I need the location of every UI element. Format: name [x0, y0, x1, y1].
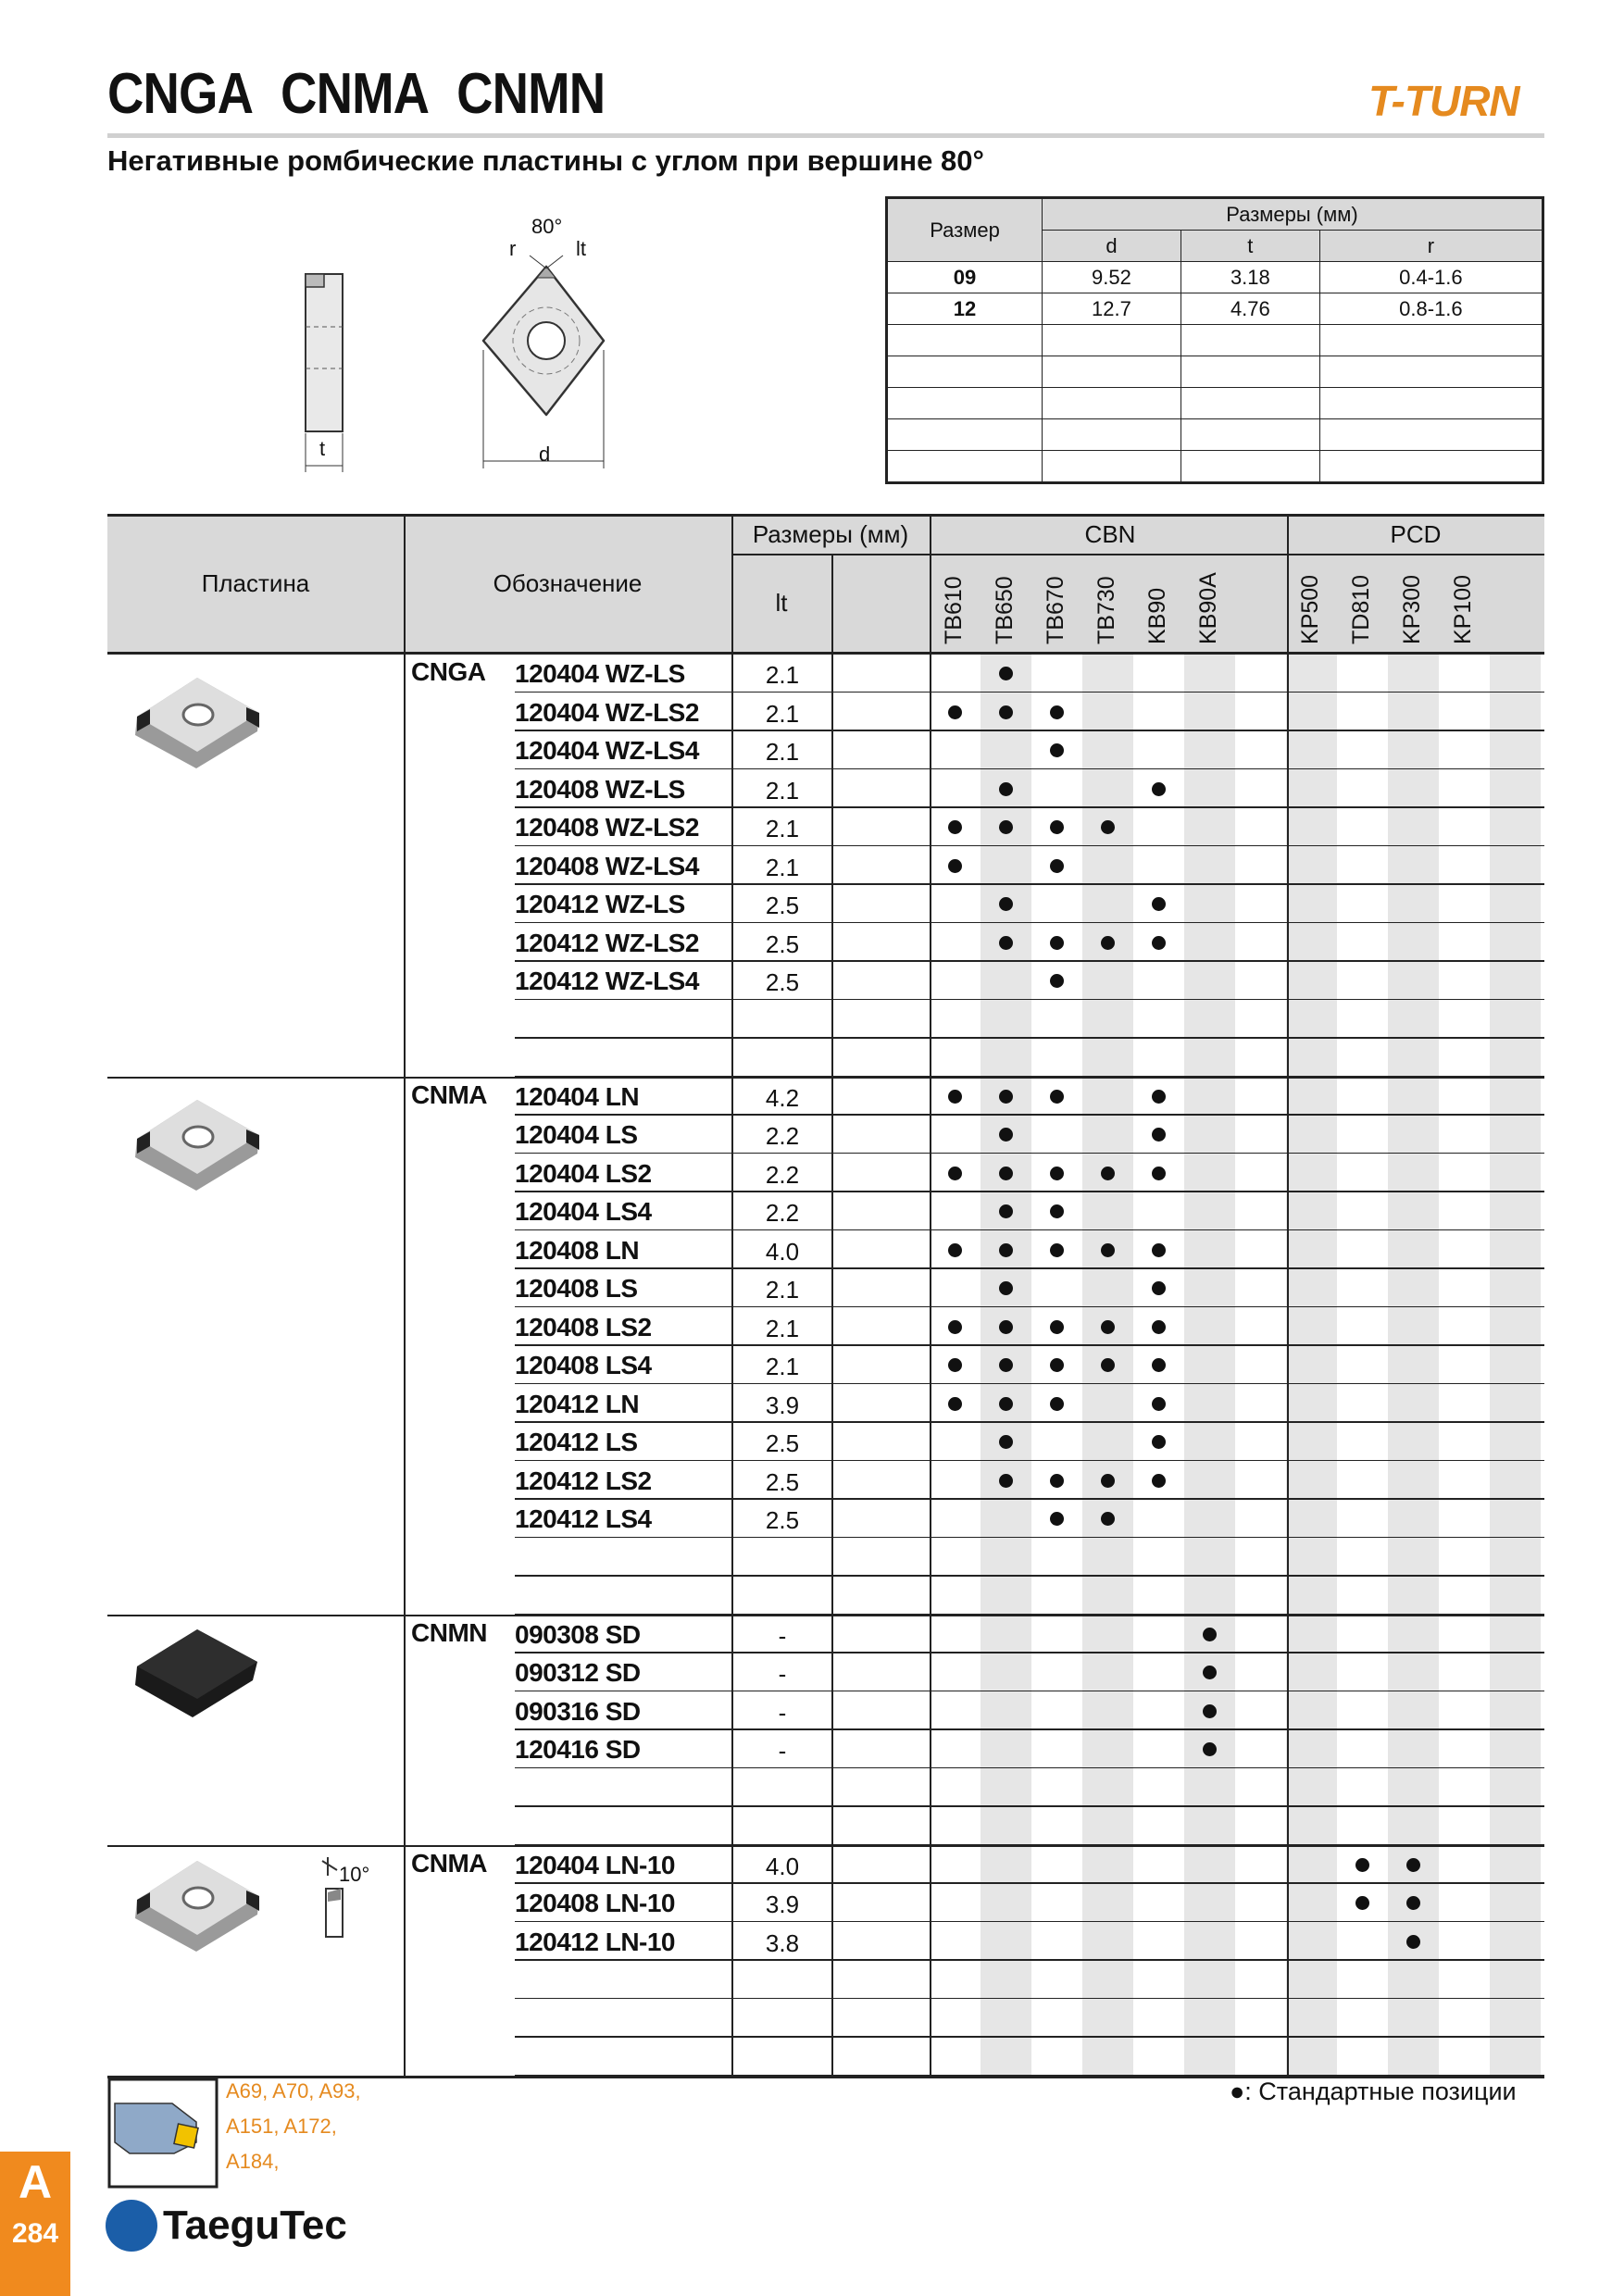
- ref-a151[interactable]: A151,: [226, 2115, 284, 2138]
- standard-dot: [999, 1397, 1013, 1411]
- size-value-cell: [1043, 356, 1181, 388]
- label-angle: 80°: [531, 215, 563, 238]
- refs-line-3: [226, 2144, 361, 2179]
- standard-dot: [999, 1281, 1013, 1295]
- standard-dot: [1152, 936, 1166, 950]
- designation-code: 120408 LN-10: [515, 1889, 676, 1917]
- lt-value: 2.5: [765, 1467, 800, 1496]
- designation-code: 120412 LS: [515, 1428, 638, 1456]
- standard-dot: [1152, 1397, 1166, 1411]
- standard-dot: [948, 1320, 962, 1334]
- size-code-cell: [887, 419, 1043, 451]
- grade-label-kb90: KB90: [1144, 587, 1170, 644]
- row-rule: [515, 960, 1544, 962]
- lt-value: -: [778, 1698, 787, 1727]
- standard-dot: [1050, 1358, 1064, 1372]
- designation-code: 120408 LN: [515, 1235, 640, 1265]
- standard-dot: [999, 782, 1013, 796]
- refs-line-2: [226, 2109, 361, 2144]
- standard-dot: [1152, 1435, 1166, 1449]
- standard-dot: [999, 1204, 1013, 1218]
- standard-dot: [948, 1243, 962, 1257]
- size-row: [887, 419, 1543, 451]
- legend-standard: ●: Стандартные позиции: [1230, 2078, 1517, 2105]
- row-rule: [515, 730, 1544, 731]
- lt-value: 3.9: [765, 1391, 800, 1419]
- label-lt: lt: [576, 237, 586, 260]
- group-pcd-header: PCD: [1390, 520, 1442, 548]
- row-rule: [515, 1421, 1544, 1423]
- row-rule: [515, 1998, 1544, 2000]
- row-rule: [515, 2075, 1544, 2077]
- size-value-cell: [1181, 325, 1319, 356]
- col-designation-header: Обозначение: [493, 569, 643, 597]
- row-rule: [515, 1652, 1544, 1653]
- holder-thumbnail: [107, 2078, 219, 2189]
- family-label: CNGA: [411, 657, 486, 686]
- size-code-cell: 12: [887, 293, 1043, 325]
- lt-value: 2.1: [765, 776, 800, 805]
- standard-dot: [1101, 1167, 1115, 1180]
- title-divider: [107, 133, 1544, 138]
- row-rule: [515, 1267, 1544, 1269]
- family-label: CNMA: [411, 1848, 487, 1878]
- page-section-letter: A: [18, 2156, 53, 2208]
- size-value-cell: 9.52: [1043, 262, 1181, 293]
- col-dims-header: Размеры (мм): [752, 520, 909, 548]
- standard-dot: [999, 1128, 1013, 1142]
- standard-dot: [1152, 782, 1166, 796]
- dims-header: Размеры (мм): [1043, 198, 1543, 231]
- col-lt-header: lt: [775, 589, 788, 617]
- angle-sketch: [309, 1848, 365, 1950]
- lt-value: 2.2: [765, 1122, 800, 1150]
- standard-dot: [1050, 1090, 1064, 1104]
- header-divider: [831, 555, 833, 2076]
- size-value-cell: [1319, 419, 1543, 451]
- standard-dot: [1050, 1512, 1064, 1526]
- grade-label-td810: TD810: [1348, 574, 1374, 644]
- size-value-cell: [1043, 451, 1181, 483]
- standard-dot: [1152, 1281, 1166, 1295]
- row-rule: [515, 1614, 1544, 1616]
- header-sub-rule: [731, 554, 1544, 555]
- row-rule: [515, 1805, 1544, 1807]
- standard-dot: [1152, 1167, 1166, 1180]
- standard-dot: [948, 859, 962, 873]
- size-value-cell: [1319, 325, 1543, 356]
- row-rule: [515, 1383, 1544, 1385]
- standard-dot: [999, 1167, 1013, 1180]
- lt-value: 3.9: [765, 1890, 800, 1918]
- row-rule: [515, 1575, 1544, 1577]
- group-cbn-header: CBN: [1084, 520, 1136, 548]
- designation-code: 120408 WZ-LS: [515, 774, 685, 804]
- lt-value: 4.0: [765, 1237, 800, 1266]
- designation-code: 090316 SD: [515, 1696, 641, 1726]
- designation-code: 120408 WZ-LS2: [515, 813, 699, 842]
- row-rule: [515, 1153, 1544, 1154]
- row-rule: [515, 845, 1544, 847]
- row-rule: [515, 692, 1544, 693]
- standard-dot: [1050, 743, 1064, 757]
- designation-code: 120404 LS: [515, 1120, 638, 1149]
- standard-dot: [999, 705, 1013, 719]
- header-bottom-rule: [107, 652, 1544, 655]
- size-value-cell: 3.18: [1181, 262, 1319, 293]
- row-rule: [515, 883, 1544, 885]
- size-code-cell: [887, 451, 1043, 483]
- standard-dot: [1050, 1474, 1064, 1488]
- standard-dot: [1152, 1474, 1166, 1488]
- standard-dot: [999, 1474, 1013, 1488]
- standard-dot: [999, 820, 1013, 834]
- designation-code: 120412 WZ-LS4: [515, 967, 699, 995]
- lt-value: 4.2: [765, 1083, 800, 1112]
- ref-a184[interactable]: A184,: [226, 2150, 280, 2173]
- designation-code: 120404 WZ-LS4: [515, 736, 699, 765]
- designation-code: 120404 LS2: [515, 1158, 652, 1188]
- col-insert-header: Пластина: [201, 569, 310, 597]
- size-row: [887, 262, 1543, 293]
- grade-label-kp100: KP100: [1450, 574, 1476, 644]
- size-value-cell: 12.7: [1043, 293, 1181, 325]
- brand-logo: [1368, 76, 1519, 126]
- standard-dot: [1050, 936, 1064, 950]
- row-rule: [515, 1076, 1544, 1078]
- ref-a69[interactable]: A69,: [226, 2079, 273, 2103]
- row-rule: [515, 999, 1544, 1001]
- grade-column-shade: [1184, 654, 1235, 2076]
- row-rule: [515, 1728, 1544, 1730]
- page-tab: [0, 2152, 70, 2296]
- size-value-cell: [1319, 356, 1543, 388]
- designation-code: 120408 LS2: [515, 1312, 652, 1341]
- lt-value: 2.1: [765, 815, 800, 842]
- title-code-3: CNMN: [456, 62, 606, 126]
- lt-value: 3.8: [765, 1928, 800, 1957]
- lt-value: 2.2: [765, 1199, 800, 1227]
- standard-dot: [1050, 1397, 1064, 1411]
- lt-value: 2.1: [765, 1314, 800, 1342]
- refs-line-1: [226, 2074, 361, 2109]
- designation-code: 120416 SD: [515, 1735, 641, 1764]
- size-value-cell: 0.8-1.6: [1319, 293, 1543, 325]
- row-rule: [515, 1537, 1544, 1539]
- row-rule: [515, 1460, 1544, 1462]
- lt-value: 2.5: [765, 892, 800, 919]
- size-value-cell: [1181, 419, 1319, 451]
- standard-dot: [1152, 897, 1166, 911]
- label-r: r: [509, 237, 517, 260]
- lt-value: 2.1: [765, 1353, 800, 1380]
- standard-dot: [1050, 705, 1064, 719]
- row-rule: [515, 1767, 1544, 1769]
- standard-dot: [1101, 1512, 1115, 1526]
- lt-value: 4.0: [765, 1852, 800, 1880]
- lt-value: 2.1: [765, 661, 800, 689]
- lt-value: 2.5: [765, 930, 800, 958]
- designation-code: 120412 WZ-LS2: [515, 928, 699, 957]
- designation-code: 120412 WZ-LS: [515, 890, 685, 918]
- standard-dot: [1101, 936, 1115, 950]
- standard-dot: [1152, 1128, 1166, 1142]
- label-t: t: [319, 437, 326, 460]
- grade-label-tb730: TB730: [1093, 576, 1119, 644]
- ref-a172[interactable]: A172,: [283, 2115, 337, 2138]
- standard-dot: [999, 1435, 1013, 1449]
- standard-dot: [1355, 1896, 1369, 1910]
- title-code-2: CNMA: [281, 62, 430, 126]
- ref-a93[interactable]: A93,: [319, 2079, 361, 2103]
- standard-dot: [999, 1243, 1013, 1257]
- grade-column-shade: [1490, 654, 1541, 2076]
- angle-10-label: 10°: [339, 1863, 370, 1886]
- row-rule: [515, 1691, 1544, 1692]
- standard-dot: [1050, 1243, 1064, 1257]
- designation-code: 120412 LS2: [515, 1466, 652, 1495]
- size-code-cell: [887, 356, 1043, 388]
- size-value-cell: [1043, 419, 1181, 451]
- standard-dot: [999, 897, 1013, 911]
- page-number: 284: [11, 2218, 59, 2249]
- dim-r-header: r: [1319, 231, 1543, 262]
- size-row: [887, 356, 1543, 388]
- row-rule: [515, 1191, 1544, 1192]
- insert-photo: [119, 1611, 276, 1741]
- brand-text: T-TURN: [1368, 77, 1519, 125]
- header-divider: [404, 517, 406, 2076]
- logo-text: TaeguTec: [163, 2202, 347, 2248]
- lt-value: 2.2: [765, 1160, 800, 1189]
- size-value-cell: [1043, 388, 1181, 419]
- row-rule: [515, 922, 1544, 924]
- grade-label-kp500: KP500: [1297, 574, 1323, 644]
- lt-value: 2.1: [765, 699, 800, 728]
- row-rule: [515, 2036, 1544, 2038]
- row-rule: [515, 1344, 1544, 1346]
- lt-value: -: [778, 1737, 787, 1765]
- company-logo: [106, 2200, 347, 2252]
- family-label: CNMN: [411, 1617, 487, 1647]
- size-row: [887, 293, 1543, 325]
- size-value-cell: [1043, 325, 1181, 356]
- standard-dot: [1050, 859, 1064, 873]
- designation-code: 120412 LN: [515, 1389, 640, 1418]
- designation-code: 120404 LN: [515, 1081, 640, 1111]
- grade-label-kp300: KP300: [1399, 574, 1425, 644]
- grade-column-shade: [1286, 654, 1337, 2076]
- lt-value: 2.5: [765, 1506, 800, 1534]
- row-rule: [515, 1306, 1544, 1308]
- grade-label-tb650: TB650: [992, 576, 1018, 644]
- designation-code: 120404 LS4: [515, 1197, 652, 1226]
- standard-dot: [1203, 1628, 1217, 1641]
- standard-dot: [1203, 1704, 1217, 1718]
- row-rule: [515, 1229, 1544, 1231]
- designation-code: 120412 LS4: [515, 1504, 652, 1533]
- label-d: d: [539, 443, 551, 466]
- header-divider: [1287, 517, 1289, 2076]
- designation-code: 120412 LN-10: [515, 1927, 676, 1956]
- size-value-cell: [1181, 451, 1319, 483]
- standard-dot: [1050, 1204, 1064, 1218]
- size-code-cell: [887, 325, 1043, 356]
- insert-photo: [119, 1842, 276, 1972]
- designation-code: 120404 WZ-LS2: [515, 697, 699, 727]
- insert-photo: [119, 659, 276, 789]
- standard-dot: [999, 667, 1013, 680]
- standard-dot: [1101, 1358, 1115, 1372]
- standard-dot: [1050, 974, 1064, 988]
- row-rule: [515, 1114, 1544, 1116]
- title-code-1: CNGA: [107, 62, 254, 126]
- logo-icon: [106, 2200, 157, 2252]
- row-rule: [515, 1959, 1544, 1961]
- size-header: Размер: [887, 198, 1043, 262]
- standard-dot: [999, 936, 1013, 950]
- row-rule: [515, 1498, 1544, 1500]
- standard-dot: [1152, 1358, 1166, 1372]
- dim-d-header: d: [1043, 231, 1181, 262]
- row-rule: [515, 1921, 1544, 1923]
- standard-dot: [948, 1358, 962, 1372]
- designation-code: 120408 WZ-LS4: [515, 851, 699, 880]
- standard-dot: [1152, 1320, 1166, 1334]
- standard-dot: [1101, 1320, 1115, 1334]
- row-rule: [515, 1844, 1544, 1846]
- lt-value: 2.1: [765, 1276, 800, 1304]
- designation-code: 090312 SD: [515, 1658, 641, 1687]
- grade-label-tb610: TB610: [941, 576, 967, 644]
- standard-dot: [1406, 1858, 1420, 1872]
- standard-dot: [1203, 1742, 1217, 1756]
- lt-value: 2.5: [765, 1429, 800, 1457]
- size-value-cell: [1319, 388, 1543, 419]
- lt-value: 2.1: [765, 853, 800, 881]
- dim-t-header: t: [1181, 231, 1319, 262]
- row-rule: [515, 1037, 1544, 1039]
- size-value-cell: 0.4-1.6: [1319, 262, 1543, 293]
- size-row: [887, 325, 1543, 356]
- standard-dot: [1152, 1243, 1166, 1257]
- header-divider: [930, 517, 931, 2076]
- standard-dot: [948, 1090, 962, 1104]
- designation-code: 120404 WZ-LS: [515, 659, 685, 688]
- row-rule: [515, 768, 1544, 770]
- row-rule: [515, 1882, 1544, 1884]
- family-label: CNMA: [411, 1079, 487, 1109]
- size-value-cell: 4.76: [1181, 293, 1319, 325]
- row-rule: [515, 806, 1544, 808]
- standard-dot: [1050, 1167, 1064, 1180]
- designation-code: 120408 LS: [515, 1274, 638, 1303]
- standard-dot: [948, 1167, 962, 1180]
- standard-dot: [1101, 820, 1115, 834]
- standard-dot: [999, 1358, 1013, 1372]
- standard-dot: [999, 1320, 1013, 1334]
- grade-label-kb90a: KB90A: [1195, 572, 1221, 644]
- standard-dot: [1406, 1935, 1420, 1949]
- insert-photo: [119, 1081, 276, 1211]
- standard-dot: [1355, 1858, 1369, 1872]
- size-table: [885, 196, 1544, 484]
- size-code-cell: [887, 388, 1043, 419]
- standard-dot: [1101, 1243, 1115, 1257]
- reference-pages: [226, 2074, 361, 2179]
- standard-dot: [999, 1090, 1013, 1104]
- size-value-cell: [1319, 451, 1543, 483]
- standard-dot: [948, 705, 962, 719]
- standard-dot: [1050, 820, 1064, 834]
- standard-dot: [1050, 1320, 1064, 1334]
- lt-value: -: [778, 1660, 787, 1688]
- size-row: [887, 388, 1543, 419]
- page-title: [107, 61, 632, 127]
- size-value-cell: [1181, 356, 1319, 388]
- grade-label-tb670: TB670: [1043, 576, 1068, 644]
- designation-code: 120408 LS4: [515, 1351, 652, 1379]
- standard-dot: [948, 1397, 962, 1411]
- lt-value: 2.5: [765, 968, 800, 996]
- designation-code: 120404 LN-10: [515, 1850, 676, 1879]
- page-subtitle: Негативные ромбические пластины с углом при вершине 80°: [107, 144, 984, 177]
- standard-dot: [1406, 1896, 1420, 1910]
- lt-value: 2.1: [765, 738, 800, 766]
- designation-code: 090308 SD: [515, 1619, 641, 1649]
- size-code-cell: 09: [887, 262, 1043, 293]
- standard-dot: [1152, 1090, 1166, 1104]
- ref-a70[interactable]: A70,: [272, 2079, 319, 2103]
- standard-dot: [948, 820, 962, 834]
- standard-dot: [1101, 1474, 1115, 1488]
- size-row: [887, 451, 1543, 483]
- lt-value: -: [778, 1621, 787, 1650]
- standard-dot: [1203, 1666, 1217, 1679]
- size-value-cell: [1181, 388, 1319, 419]
